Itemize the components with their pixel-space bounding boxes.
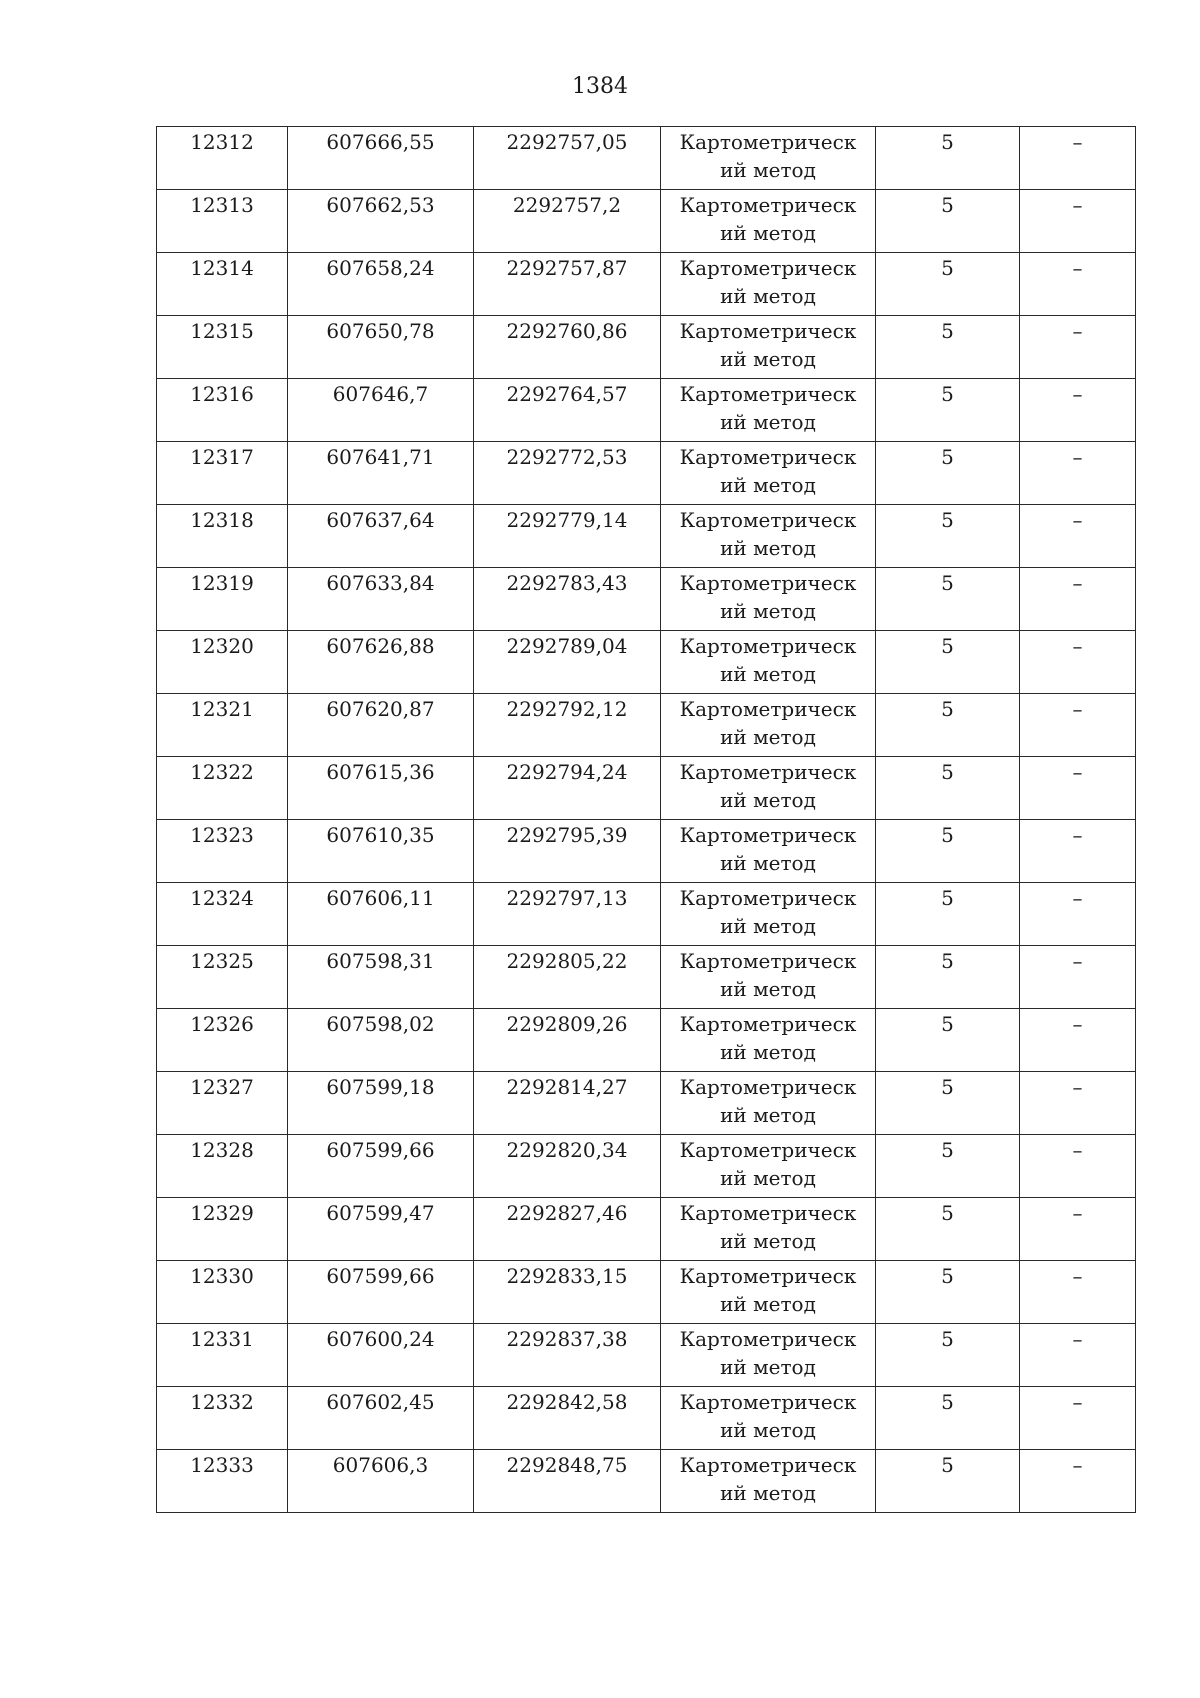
note-cell: – xyxy=(1020,253,1136,316)
x-coordinate-cell: 607598,02 xyxy=(288,1009,474,1072)
x-coordinate-cell: 607641,71 xyxy=(288,442,474,505)
y-coordinate-cell: 2292757,05 xyxy=(474,127,661,190)
x-coordinate-cell: 607662,53 xyxy=(288,190,474,253)
method-cell: Картометрический метод xyxy=(661,442,876,505)
note-cell: – xyxy=(1020,631,1136,694)
coordinates-table-body xyxy=(157,127,1136,1513)
accuracy-cell: 5 xyxy=(876,1009,1020,1072)
method-cell: Картометрический метод xyxy=(661,1387,876,1450)
y-coordinate-cell: 2292792,12 xyxy=(474,694,661,757)
y-coordinate-cell: 2292783,43 xyxy=(474,568,661,631)
table-row xyxy=(157,1009,1136,1072)
table-row xyxy=(157,820,1136,883)
point-number-cell: 12327 xyxy=(157,1072,288,1135)
accuracy-cell: 5 xyxy=(876,883,1020,946)
accuracy-cell: 5 xyxy=(876,1261,1020,1324)
y-coordinate-cell: 2292814,27 xyxy=(474,1072,661,1135)
accuracy-cell: 5 xyxy=(876,1324,1020,1387)
method-cell: Картометрический метод xyxy=(661,1072,876,1135)
y-coordinate-cell: 2292757,2 xyxy=(474,190,661,253)
method-cell: Картометрический метод xyxy=(661,694,876,757)
note-cell: – xyxy=(1020,442,1136,505)
method-cell: Картометрический метод xyxy=(661,883,876,946)
point-number-cell: 12317 xyxy=(157,442,288,505)
x-coordinate-cell: 607602,45 xyxy=(288,1387,474,1450)
point-number-cell: 12326 xyxy=(157,1009,288,1072)
table-row xyxy=(157,316,1136,379)
x-coordinate-cell: 607600,24 xyxy=(288,1324,474,1387)
note-cell: – xyxy=(1020,1387,1136,1450)
x-coordinate-cell: 607599,47 xyxy=(288,1198,474,1261)
note-cell: – xyxy=(1020,820,1136,883)
accuracy-cell: 5 xyxy=(876,1135,1020,1198)
y-coordinate-cell: 2292757,87 xyxy=(474,253,661,316)
accuracy-cell: 5 xyxy=(876,946,1020,1009)
table-row xyxy=(157,631,1136,694)
method-cell: Картометрический метод xyxy=(661,946,876,1009)
table-row xyxy=(157,757,1136,820)
y-coordinate-cell: 2292842,58 xyxy=(474,1387,661,1450)
method-cell: Картометрический метод xyxy=(661,316,876,379)
table-row xyxy=(157,568,1136,631)
note-cell: – xyxy=(1020,1072,1136,1135)
accuracy-cell: 5 xyxy=(876,442,1020,505)
x-coordinate-cell: 607620,87 xyxy=(288,694,474,757)
note-cell: – xyxy=(1020,946,1136,1009)
y-coordinate-cell: 2292779,14 xyxy=(474,505,661,568)
table-row xyxy=(157,505,1136,568)
note-cell: – xyxy=(1020,316,1136,379)
point-number-cell: 12313 xyxy=(157,190,288,253)
point-number-cell: 12331 xyxy=(157,1324,288,1387)
table-row xyxy=(157,1135,1136,1198)
x-coordinate-cell: 607610,35 xyxy=(288,820,474,883)
note-cell: – xyxy=(1020,1198,1136,1261)
point-number-cell: 12320 xyxy=(157,631,288,694)
point-number-cell: 12330 xyxy=(157,1261,288,1324)
point-number-cell: 12324 xyxy=(157,883,288,946)
point-number-cell: 12321 xyxy=(157,694,288,757)
note-cell: – xyxy=(1020,1324,1136,1387)
table-row xyxy=(157,694,1136,757)
point-number-cell: 12318 xyxy=(157,505,288,568)
note-cell: – xyxy=(1020,883,1136,946)
x-coordinate-cell: 607606,3 xyxy=(288,1450,474,1513)
point-number-cell: 12322 xyxy=(157,757,288,820)
y-coordinate-cell: 2292764,57 xyxy=(474,379,661,442)
accuracy-cell: 5 xyxy=(876,568,1020,631)
method-cell: Картометрический метод xyxy=(661,190,876,253)
note-cell: – xyxy=(1020,127,1136,190)
method-cell: Картометрический метод xyxy=(661,757,876,820)
y-coordinate-cell: 2292789,04 xyxy=(474,631,661,694)
note-cell: – xyxy=(1020,1009,1136,1072)
method-cell: Картометрический метод xyxy=(661,505,876,568)
note-cell: – xyxy=(1020,190,1136,253)
point-number-cell: 12333 xyxy=(157,1450,288,1513)
table-row xyxy=(157,127,1136,190)
table-row xyxy=(157,883,1136,946)
table-row xyxy=(157,442,1136,505)
x-coordinate-cell: 607606,11 xyxy=(288,883,474,946)
page-number: 1384 xyxy=(572,74,628,99)
note-cell: – xyxy=(1020,1261,1136,1324)
point-number-cell: 12316 xyxy=(157,379,288,442)
accuracy-cell: 5 xyxy=(876,820,1020,883)
note-cell: – xyxy=(1020,1450,1136,1513)
table-row xyxy=(157,253,1136,316)
table-row xyxy=(157,1450,1136,1513)
method-cell: Картометрический метод xyxy=(661,1450,876,1513)
accuracy-cell: 5 xyxy=(876,694,1020,757)
y-coordinate-cell: 2292772,53 xyxy=(474,442,661,505)
method-cell: Картометрический метод xyxy=(661,253,876,316)
x-coordinate-cell: 607599,66 xyxy=(288,1135,474,1198)
y-coordinate-cell: 2292797,13 xyxy=(474,883,661,946)
y-coordinate-cell: 2292760,86 xyxy=(474,316,661,379)
x-coordinate-cell: 607598,31 xyxy=(288,946,474,1009)
y-coordinate-cell: 2292833,15 xyxy=(474,1261,661,1324)
x-coordinate-cell: 607615,36 xyxy=(288,757,474,820)
note-cell: – xyxy=(1020,1135,1136,1198)
point-number-cell: 12332 xyxy=(157,1387,288,1450)
method-cell: Картометрический метод xyxy=(661,1324,876,1387)
note-cell: – xyxy=(1020,505,1136,568)
point-number-cell: 12325 xyxy=(157,946,288,1009)
note-cell: – xyxy=(1020,568,1136,631)
point-number-cell: 12328 xyxy=(157,1135,288,1198)
x-coordinate-cell: 607658,24 xyxy=(288,253,474,316)
method-cell: Картометрический метод xyxy=(661,1009,876,1072)
accuracy-cell: 5 xyxy=(876,1450,1020,1513)
y-coordinate-cell: 2292827,46 xyxy=(474,1198,661,1261)
accuracy-cell: 5 xyxy=(876,757,1020,820)
point-number-cell: 12323 xyxy=(157,820,288,883)
accuracy-cell: 5 xyxy=(876,505,1020,568)
table-row xyxy=(157,1324,1136,1387)
accuracy-cell: 5 xyxy=(876,379,1020,442)
table-row xyxy=(157,1387,1136,1450)
y-coordinate-cell: 2292837,38 xyxy=(474,1324,661,1387)
x-coordinate-cell: 607633,84 xyxy=(288,568,474,631)
x-coordinate-cell: 607626,88 xyxy=(288,631,474,694)
x-coordinate-cell: 607599,18 xyxy=(288,1072,474,1135)
method-cell: Картометрический метод xyxy=(661,127,876,190)
method-cell: Картометрический метод xyxy=(661,1135,876,1198)
y-coordinate-cell: 2292848,75 xyxy=(474,1450,661,1513)
x-coordinate-cell: 607646,7 xyxy=(288,379,474,442)
method-cell: Картометрический метод xyxy=(661,631,876,694)
note-cell: – xyxy=(1020,694,1136,757)
accuracy-cell: 5 xyxy=(876,316,1020,379)
method-cell: Картометрический метод xyxy=(661,379,876,442)
point-number-cell: 12319 xyxy=(157,568,288,631)
y-coordinate-cell: 2292820,34 xyxy=(474,1135,661,1198)
accuracy-cell: 5 xyxy=(876,631,1020,694)
table-row xyxy=(157,946,1136,1009)
note-cell: – xyxy=(1020,757,1136,820)
y-coordinate-cell: 2292809,26 xyxy=(474,1009,661,1072)
table-row xyxy=(157,190,1136,253)
x-coordinate-cell: 607599,66 xyxy=(288,1261,474,1324)
method-cell: Картометрический метод xyxy=(661,1261,876,1324)
y-coordinate-cell: 2292805,22 xyxy=(474,946,661,1009)
point-number-cell: 12312 xyxy=(157,127,288,190)
point-number-cell: 12314 xyxy=(157,253,288,316)
accuracy-cell: 5 xyxy=(876,1198,1020,1261)
method-cell: Картометрический метод xyxy=(661,1198,876,1261)
method-cell: Картометрический метод xyxy=(661,568,876,631)
accuracy-cell: 5 xyxy=(876,190,1020,253)
accuracy-cell: 5 xyxy=(876,127,1020,190)
point-number-cell: 12329 xyxy=(157,1198,288,1261)
table-row xyxy=(157,1261,1136,1324)
x-coordinate-cell: 607637,64 xyxy=(288,505,474,568)
y-coordinate-cell: 2292794,24 xyxy=(474,757,661,820)
table-row xyxy=(157,379,1136,442)
x-coordinate-cell: 607650,78 xyxy=(288,316,474,379)
method-cell: Картометрический метод xyxy=(661,820,876,883)
x-coordinate-cell: 607666,55 xyxy=(288,127,474,190)
point-number-cell: 12315 xyxy=(157,316,288,379)
table-row xyxy=(157,1198,1136,1261)
accuracy-cell: 5 xyxy=(876,1387,1020,1450)
table-row xyxy=(157,1072,1136,1135)
note-cell: – xyxy=(1020,379,1136,442)
y-coordinate-cell: 2292795,39 xyxy=(474,820,661,883)
coordinates-table xyxy=(156,126,1136,1513)
accuracy-cell: 5 xyxy=(876,253,1020,316)
accuracy-cell: 5 xyxy=(876,1072,1020,1135)
